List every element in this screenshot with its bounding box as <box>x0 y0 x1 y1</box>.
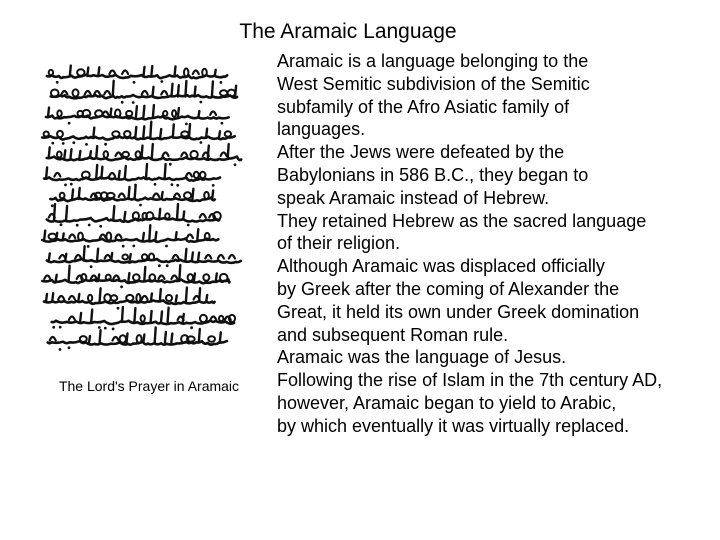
body-line: Following the rise of Islam in the 7th century AD, <box>277 370 663 391</box>
body-line: speak Aramaic instead of Hebrew. <box>277 187 550 208</box>
body-line: After the Jews were defeated by the <box>277 142 565 163</box>
body-line: and subsequent Roman rule. <box>277 324 509 345</box>
image-caption: The Lord's Prayer in Aramaic <box>58 378 240 394</box>
body-line: They retained Hebrew as the sacred language <box>277 210 647 231</box>
body-line: by which eventually it was virtually replaced. <box>277 415 630 436</box>
body-text <box>277 50 717 438</box>
body-line: subfamily of the Afro Asiatic family of <box>277 96 570 117</box>
body-line: however, Aramaic began to yield to Arabic, <box>277 392 617 413</box>
body-line: Although Aramaic was displaced officially <box>277 256 605 277</box>
body-line: by Greek after the coming of Alexander the <box>277 278 620 299</box>
body-line: Great, it held its own under Greek domination <box>277 301 640 322</box>
slide-title: The Aramaic Language <box>239 20 457 43</box>
body-line: Babylonians in 586 B.C., they began to <box>277 164 589 185</box>
body-line: of their religion. <box>277 233 401 254</box>
body-line: Aramaic is a language belonging to the <box>277 51 589 71</box>
body-line: West Semitic subdivision of the Semitic <box>277 73 590 94</box>
body-line: languages. <box>277 119 366 140</box>
body-line: Aramaic was the language of Jesus. <box>277 347 567 368</box>
aramaic-manuscript-image <box>38 58 252 358</box>
